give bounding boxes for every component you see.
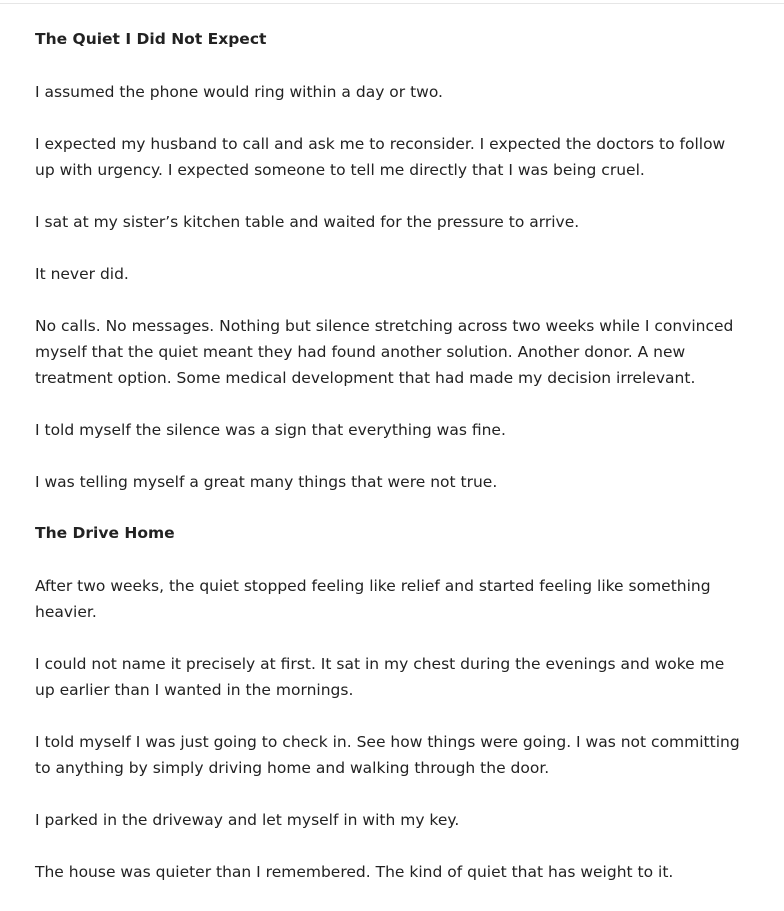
paragraph: I expected my husband to call and ask me to reconsider. I expected the doctors to follow up with urgency. I expected someone to tell me directly that I was being cruel.	[35, 135, 726, 179]
paragraph: I assumed the phone would ring within a day or two.	[35, 83, 443, 101]
paragraph: I told myself I was just going to check in. See how things were going. I was not committing to anything by simply driving home and walking through the door.	[35, 733, 740, 777]
paragraph: I was telling myself a great many things that were not true.	[35, 473, 498, 491]
section-heading-drive-home: The Drive Home	[35, 524, 175, 542]
paragraph: I parked in the driveway and let myself in with my key.	[35, 811, 460, 829]
paragraph: After two weeks, the quiet stopped feeling like relief and started feeling like something heavier.	[35, 577, 711, 621]
paragraph: I could not name it precisely at first. It sat in my chest during the evenings and woke me up earlier than I wanted in the mornings.	[35, 655, 725, 699]
article-body	[35, 27, 747, 911]
section-heading-quiet: The Quiet I Did Not Expect	[35, 30, 267, 48]
top-divider	[0, 3, 784, 4]
paragraph: No calls. No messages. Nothing but silence stretching across two weeks while I convinced myself that the quiet meant they had found another solution. Another donor. A new treatment option. Some medical development that had made my decision irrelevant.	[35, 317, 734, 387]
paragraph: I sat at my sister’s kitchen table and waited for the pressure to arrive.	[35, 213, 580, 231]
paragraph: The house was quieter than I remembered. The kind of quiet that has weight to it.	[35, 863, 674, 881]
paragraph: It never did.	[35, 265, 129, 283]
paragraph: I told myself the silence was a sign that everything was fine.	[35, 421, 506, 439]
